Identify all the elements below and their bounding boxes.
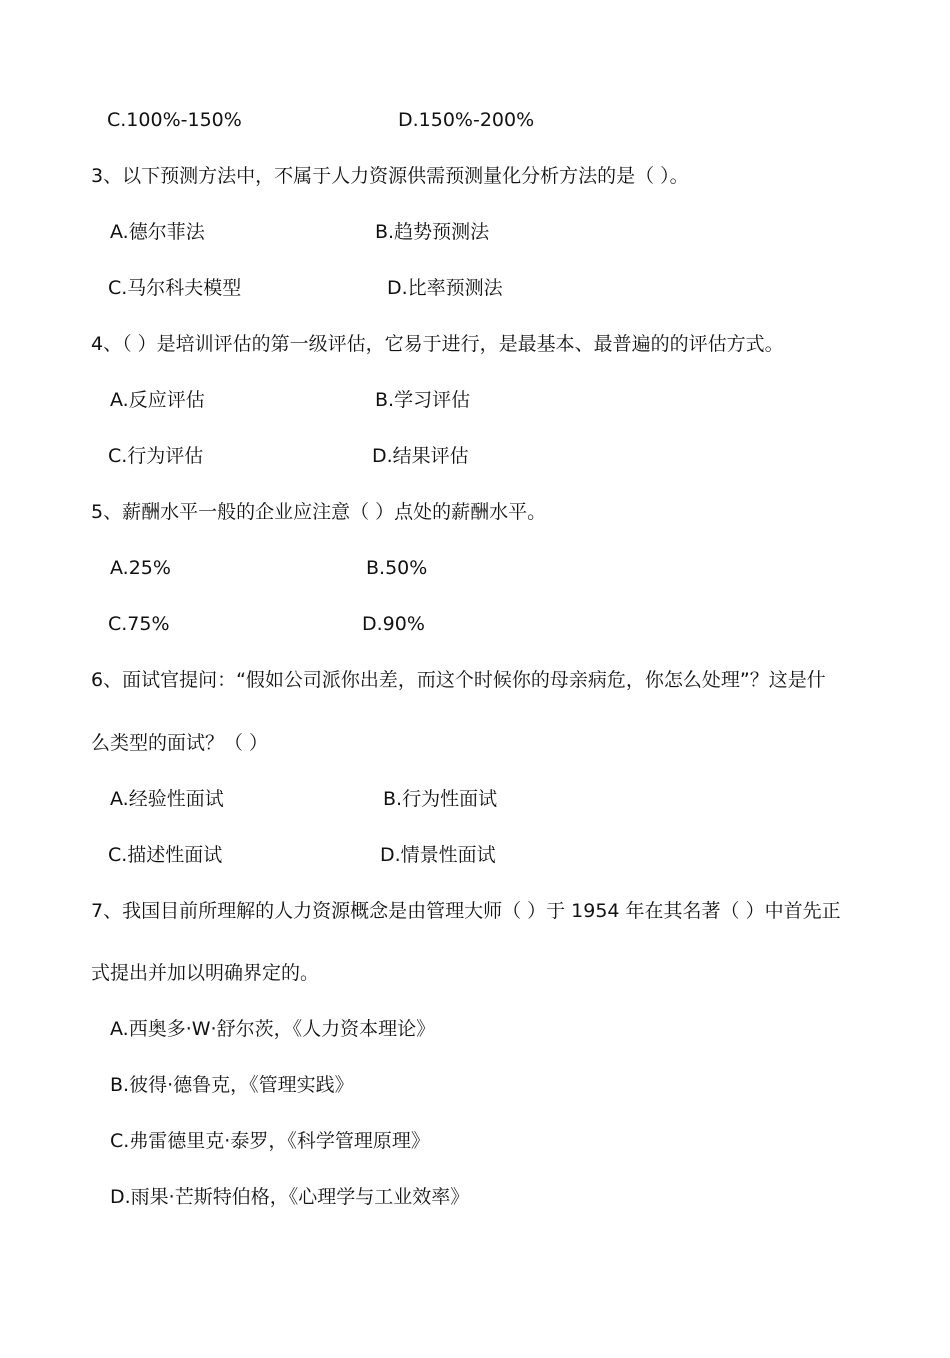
q6-option-a: A.经验性面试 [110, 788, 224, 810]
q6-stem-line1: 6、面试官提问：“假如公司派你出差，而这个时候你的母亲病危，你怎么处理”？这是什 [91, 669, 826, 691]
q3-stem: 3、以下预测方法中，不属于人力资源供需预测量化分析方法的是（ ）。 [91, 165, 689, 187]
q4-option-d: D.结果评估 [372, 445, 469, 467]
q7-option-c: C.弗雷德里克·泰罗，《科学管理原理》 [110, 1130, 430, 1152]
q6-stem-line2: 么类型的面试？（ ） [91, 732, 269, 754]
q7-option-b: B.彼得·德鲁克，《管理实践》 [110, 1074, 354, 1096]
q5-option-d: D.90% [362, 613, 425, 635]
q4-option-c: C.行为评估 [108, 445, 204, 467]
q5-option-a: A.25% [110, 557, 171, 579]
q6-option-c: C.描述性面试 [108, 844, 223, 866]
q7-option-d: D.雨果·芒斯特伯格，《心理学与工业效率》 [110, 1186, 470, 1208]
q4-stem: 4、（ ）是培训评估的第一级评估，它易于进行，是最基本、最普遍的的评估方式。 [91, 333, 784, 355]
q3-option-b: B.趋势预测法 [375, 221, 490, 243]
q4-option-a: A.反应评估 [110, 389, 205, 411]
q7-stem-line1: 7、我国目前所理解的人力资源概念是由管理大师（ ）于 1954 年在其名著（ ）中首先正 [91, 900, 841, 922]
q2-option-d: D.150%-200% [398, 109, 535, 131]
q3-option-a: A.德尔菲法 [110, 221, 205, 243]
q6-option-b: B.行为性面试 [383, 788, 498, 810]
q7-stem-line2: 式提出并加以明确界定的。 [91, 962, 320, 984]
q5-stem: 5、薪酬水平一般的企业应注意（ ）点处的薪酬水平。 [91, 501, 547, 523]
q2-option-c: C.100%-150% [107, 109, 242, 131]
q3-option-c: C.马尔科夫模型 [108, 277, 242, 299]
q3-option-d: D.比率预测法 [387, 277, 503, 299]
q5-option-b: B.50% [366, 557, 428, 579]
q4-option-b: B.学习评估 [375, 389, 471, 411]
q5-option-c: C.75% [108, 613, 170, 635]
q6-option-d: D.情景性面试 [380, 844, 496, 866]
q7-option-a: A.西奥多·W·舒尔茨，《人力资本理论》 [110, 1018, 436, 1040]
